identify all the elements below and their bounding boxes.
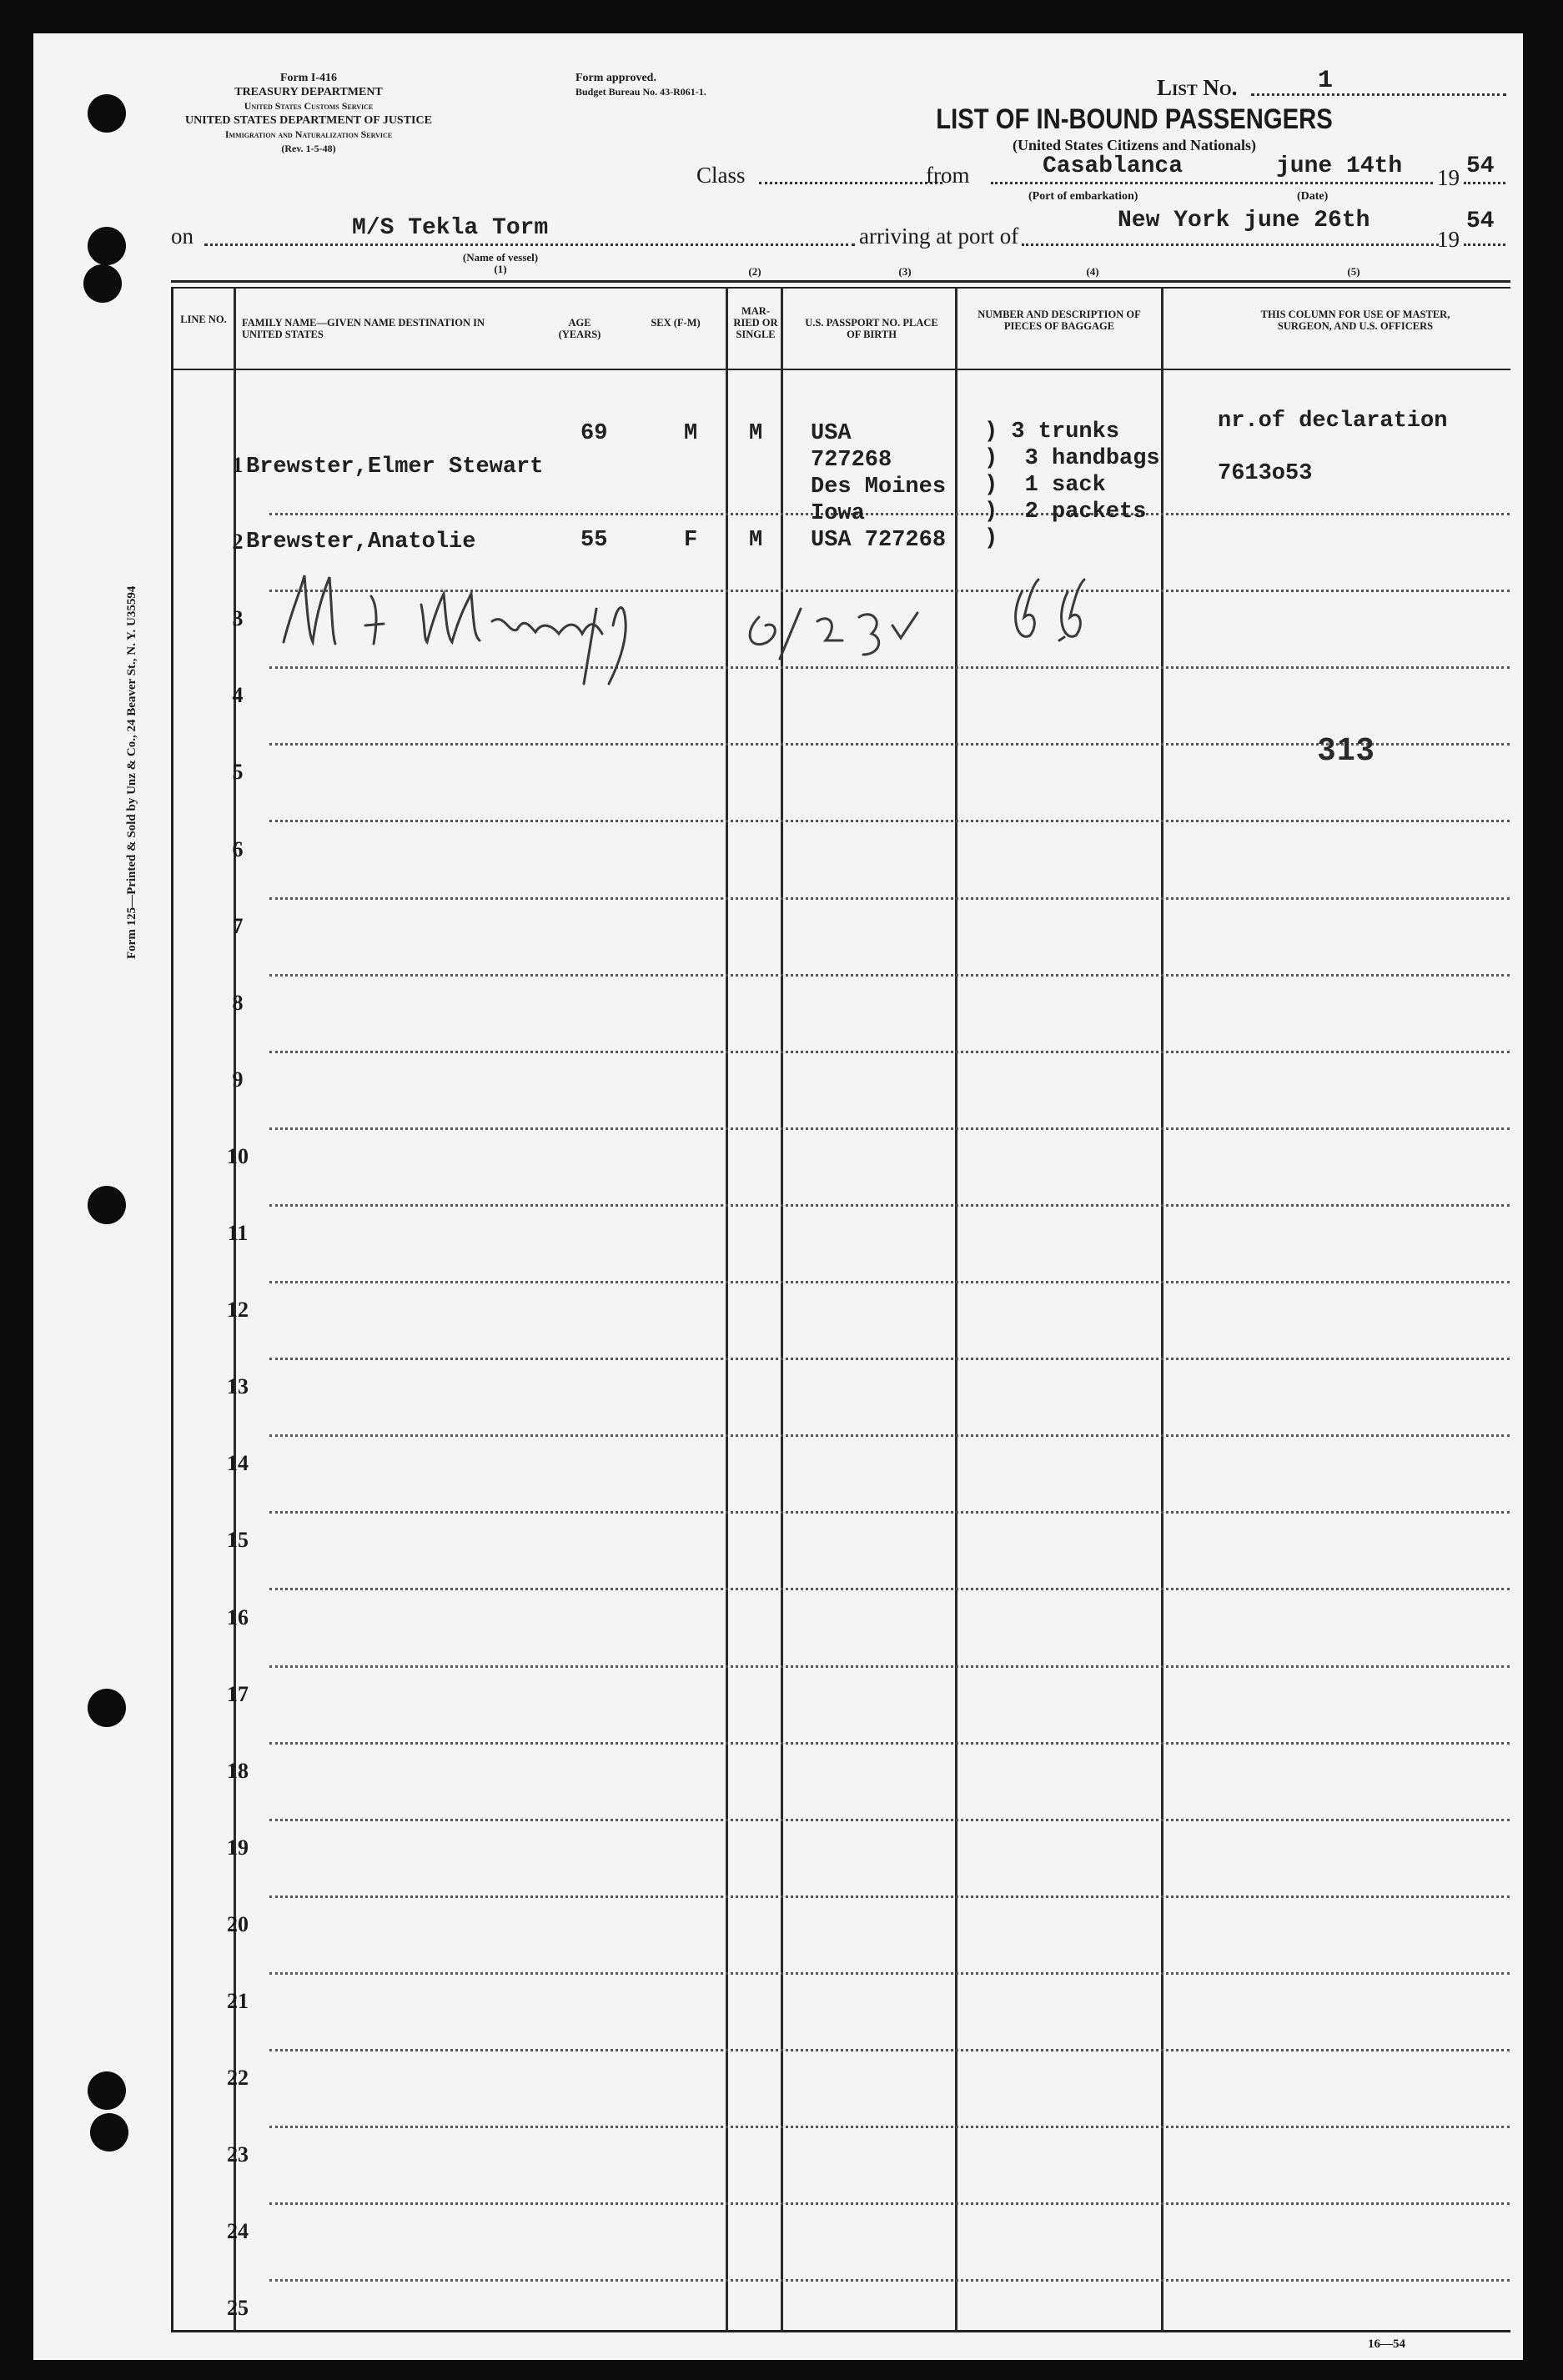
row-rule <box>269 1358 1510 1360</box>
passenger-sex: M <box>684 421 698 446</box>
table-left-border <box>171 287 173 2332</box>
class-line <box>759 182 942 184</box>
line-number: 13 <box>227 1374 249 1399</box>
punch-hole <box>88 1186 126 1224</box>
declaration-number: 7613o53 <box>1218 461 1313 486</box>
line-number: 24 <box>227 2219 249 2244</box>
punch-hole <box>88 227 126 265</box>
from-label: from <box>926 163 970 188</box>
line-number: 20 <box>227 1911 249 1936</box>
line-number: 14 <box>227 1451 249 1476</box>
col-number-2: (2) <box>748 265 761 278</box>
on-label: on <box>171 223 193 249</box>
row-rule <box>269 1972 1510 1975</box>
baggage-item: ) 1 sack <box>984 473 1106 498</box>
header-sex: SEX (F-M) <box>651 317 701 329</box>
class-label: Class <box>696 163 746 188</box>
line-number: 1 <box>232 453 244 477</box>
from-line <box>991 182 1433 184</box>
row-rule <box>269 2202 1510 2205</box>
printer-imprint: Form 125—Printed & Sold by Unz & Co., 24 Beaver St., N. Y. U35594 <box>125 585 138 959</box>
line-number: 23 <box>227 2142 249 2167</box>
from-value: Casablanca <box>1043 153 1184 179</box>
row-rule <box>269 1742 1510 1745</box>
line-number: 11 <box>227 1221 249 1245</box>
stamp-number: 313 <box>1318 732 1376 767</box>
line-number: 15 <box>227 1528 249 1553</box>
declaration-label: nr.of declaration <box>1218 409 1448 434</box>
passport-number: 727268 <box>811 448 892 473</box>
agency-block <box>158 71 459 156</box>
customs-label: United States Customs Service <box>244 100 374 112</box>
year-value-2: 54 <box>1466 208 1495 234</box>
row-rule <box>269 1127 1510 1130</box>
ins-label: Immigration and Naturalization Service <box>224 128 393 140</box>
header-married: MAR-RIED OR SINGLE <box>733 305 778 340</box>
line-number: 18 <box>227 1758 249 1783</box>
passenger-sex: F <box>684 528 698 553</box>
revision-label: (Rev. 1-5-48) <box>281 143 336 154</box>
approval-label: Form approved. <box>575 72 656 84</box>
row-rule <box>269 1665 1510 1668</box>
row-rule <box>269 2126 1510 2128</box>
header-baggage: NUMBER AND DESCRIPTION OF PIECES OF BAGGAGE <box>978 309 1141 332</box>
row-rule <box>269 1204 1510 1207</box>
row-rule <box>269 1588 1510 1590</box>
line-number: 19 <box>227 1835 249 1860</box>
line-number: 9 <box>232 1067 244 1092</box>
passenger-name: Brewster,Anatolie <box>246 530 476 555</box>
passport-country: USA <box>811 421 852 446</box>
line-number: 16 <box>227 1604 249 1629</box>
row-rule <box>269 513 1510 515</box>
col-number-4: (4) <box>1086 265 1099 278</box>
punch-hole <box>83 264 122 303</box>
line-number: 8 <box>232 990 244 1015</box>
header-bottom-rule <box>171 369 1510 370</box>
footer-code: 16—54 <box>1368 2337 1405 2351</box>
form-number: Form I-416 <box>279 72 338 84</box>
birth-state: Iowa <box>811 501 865 526</box>
row-rule <box>269 1895 1510 1898</box>
table-top-rule-2 <box>171 287 1510 289</box>
treasury-label: TREASURY DEPARTMENT <box>234 86 383 98</box>
arriving-label: arriving at port of <box>859 223 1019 249</box>
year-line-2 <box>1464 244 1505 246</box>
line-number: 4 <box>232 683 244 708</box>
header-name: FAMILY NAME—GIVEN NAME DESTINATION IN UNITED STATES <box>242 317 485 340</box>
header-officers: THIS COLUMN FOR USE OF MASTER, SURGEON, AND U.S. OFFICERS <box>1260 309 1450 332</box>
line-number: 3 <box>232 606 244 631</box>
col-number-3: (3) <box>898 265 912 278</box>
budget-label: Budget Bureau No. 43-R061-1. <box>575 86 706 98</box>
list-no-label: List No. <box>1157 75 1238 100</box>
row-rule <box>269 820 1510 822</box>
justice-label: UNITED STATES DEPARTMENT OF JUSTICE <box>185 114 432 127</box>
year-line-1 <box>1464 182 1505 184</box>
passenger-age: 55 <box>580 528 608 553</box>
row-rule <box>269 897 1510 900</box>
row-rule <box>269 1434 1510 1437</box>
page-title: LIST OF IN-BOUND PASSENGERS <box>936 103 1333 135</box>
line-number: 12 <box>227 1298 249 1323</box>
date-caption: (Date) <box>1297 190 1329 203</box>
year-prefix-1: 19 <box>1437 165 1460 190</box>
row-rule <box>269 1511 1510 1514</box>
punch-hole <box>90 2113 128 2152</box>
passenger-marital: M <box>749 528 763 553</box>
passenger-marital: M <box>749 421 763 446</box>
line-number: 10 <box>227 1143 249 1168</box>
line-number: 17 <box>227 1681 249 1706</box>
punch-hole <box>88 2071 126 2110</box>
line-number: 6 <box>232 836 244 861</box>
row-rule <box>269 1051 1510 1053</box>
line-number: 22 <box>227 2066 249 2091</box>
col-number-5: (5) <box>1347 265 1360 278</box>
row-rule <box>269 1819 1510 1821</box>
row-rule <box>269 974 1510 977</box>
passport-number: USA 727268 <box>811 528 947 553</box>
table-top-rule <box>171 280 1510 283</box>
baggage-list <box>984 419 1160 552</box>
header-passport: U.S. PASSPORT NO. PLACE OF BIRTH <box>805 317 938 340</box>
line-number: 5 <box>232 760 244 785</box>
vessel-line <box>204 244 855 246</box>
line-number: 2 <box>232 530 244 555</box>
line-number: 25 <box>227 2296 249 2321</box>
row-rule <box>269 1281 1510 1283</box>
row-rule <box>269 2279 1510 2282</box>
departure-date: june 14th <box>1276 153 1403 179</box>
line-number: 7 <box>232 913 244 938</box>
handwritten-signature <box>225 542 1393 692</box>
header-age: AGE (YEARS) <box>558 317 601 340</box>
port-caption: (Port of embarkation) <box>1028 190 1138 203</box>
passenger-age: 69 <box>580 421 608 446</box>
year-prefix-2: 19 <box>1437 227 1460 252</box>
row-rule <box>269 2049 1510 2051</box>
punch-hole <box>88 94 126 133</box>
list-no-value: 1 <box>1318 67 1334 95</box>
vessel-name: M/S Tekla Torm <box>352 215 549 241</box>
approval-block <box>575 71 706 99</box>
punch-hole <box>88 1689 126 1727</box>
line-number: 21 <box>227 1989 249 2013</box>
year-value-1: 54 <box>1466 153 1495 179</box>
table-bottom-rule <box>171 2330 1510 2332</box>
form-sheet <box>33 33 1523 2360</box>
page-subtitle: (United States Citizens and Nationals) <box>1012 137 1256 153</box>
baggage-item: ) 3 handbags <box>984 446 1160 471</box>
arrival-line <box>1022 244 1439 246</box>
baggage-item: ) 3 trunks <box>984 419 1120 444</box>
birth-city: Des Moines <box>811 474 947 500</box>
list-no-line <box>1251 93 1506 96</box>
baggage-item: ) 2 packets <box>984 500 1147 525</box>
vessel-caption: (Name of vessel) (1) <box>462 251 539 275</box>
arrival-value: New York june 26th <box>1118 208 1370 233</box>
header-line-no: LINE NO. <box>180 314 227 325</box>
baggage-bracket: ) <box>984 526 998 551</box>
passenger-name: Brewster,Elmer Stewart <box>246 454 544 480</box>
